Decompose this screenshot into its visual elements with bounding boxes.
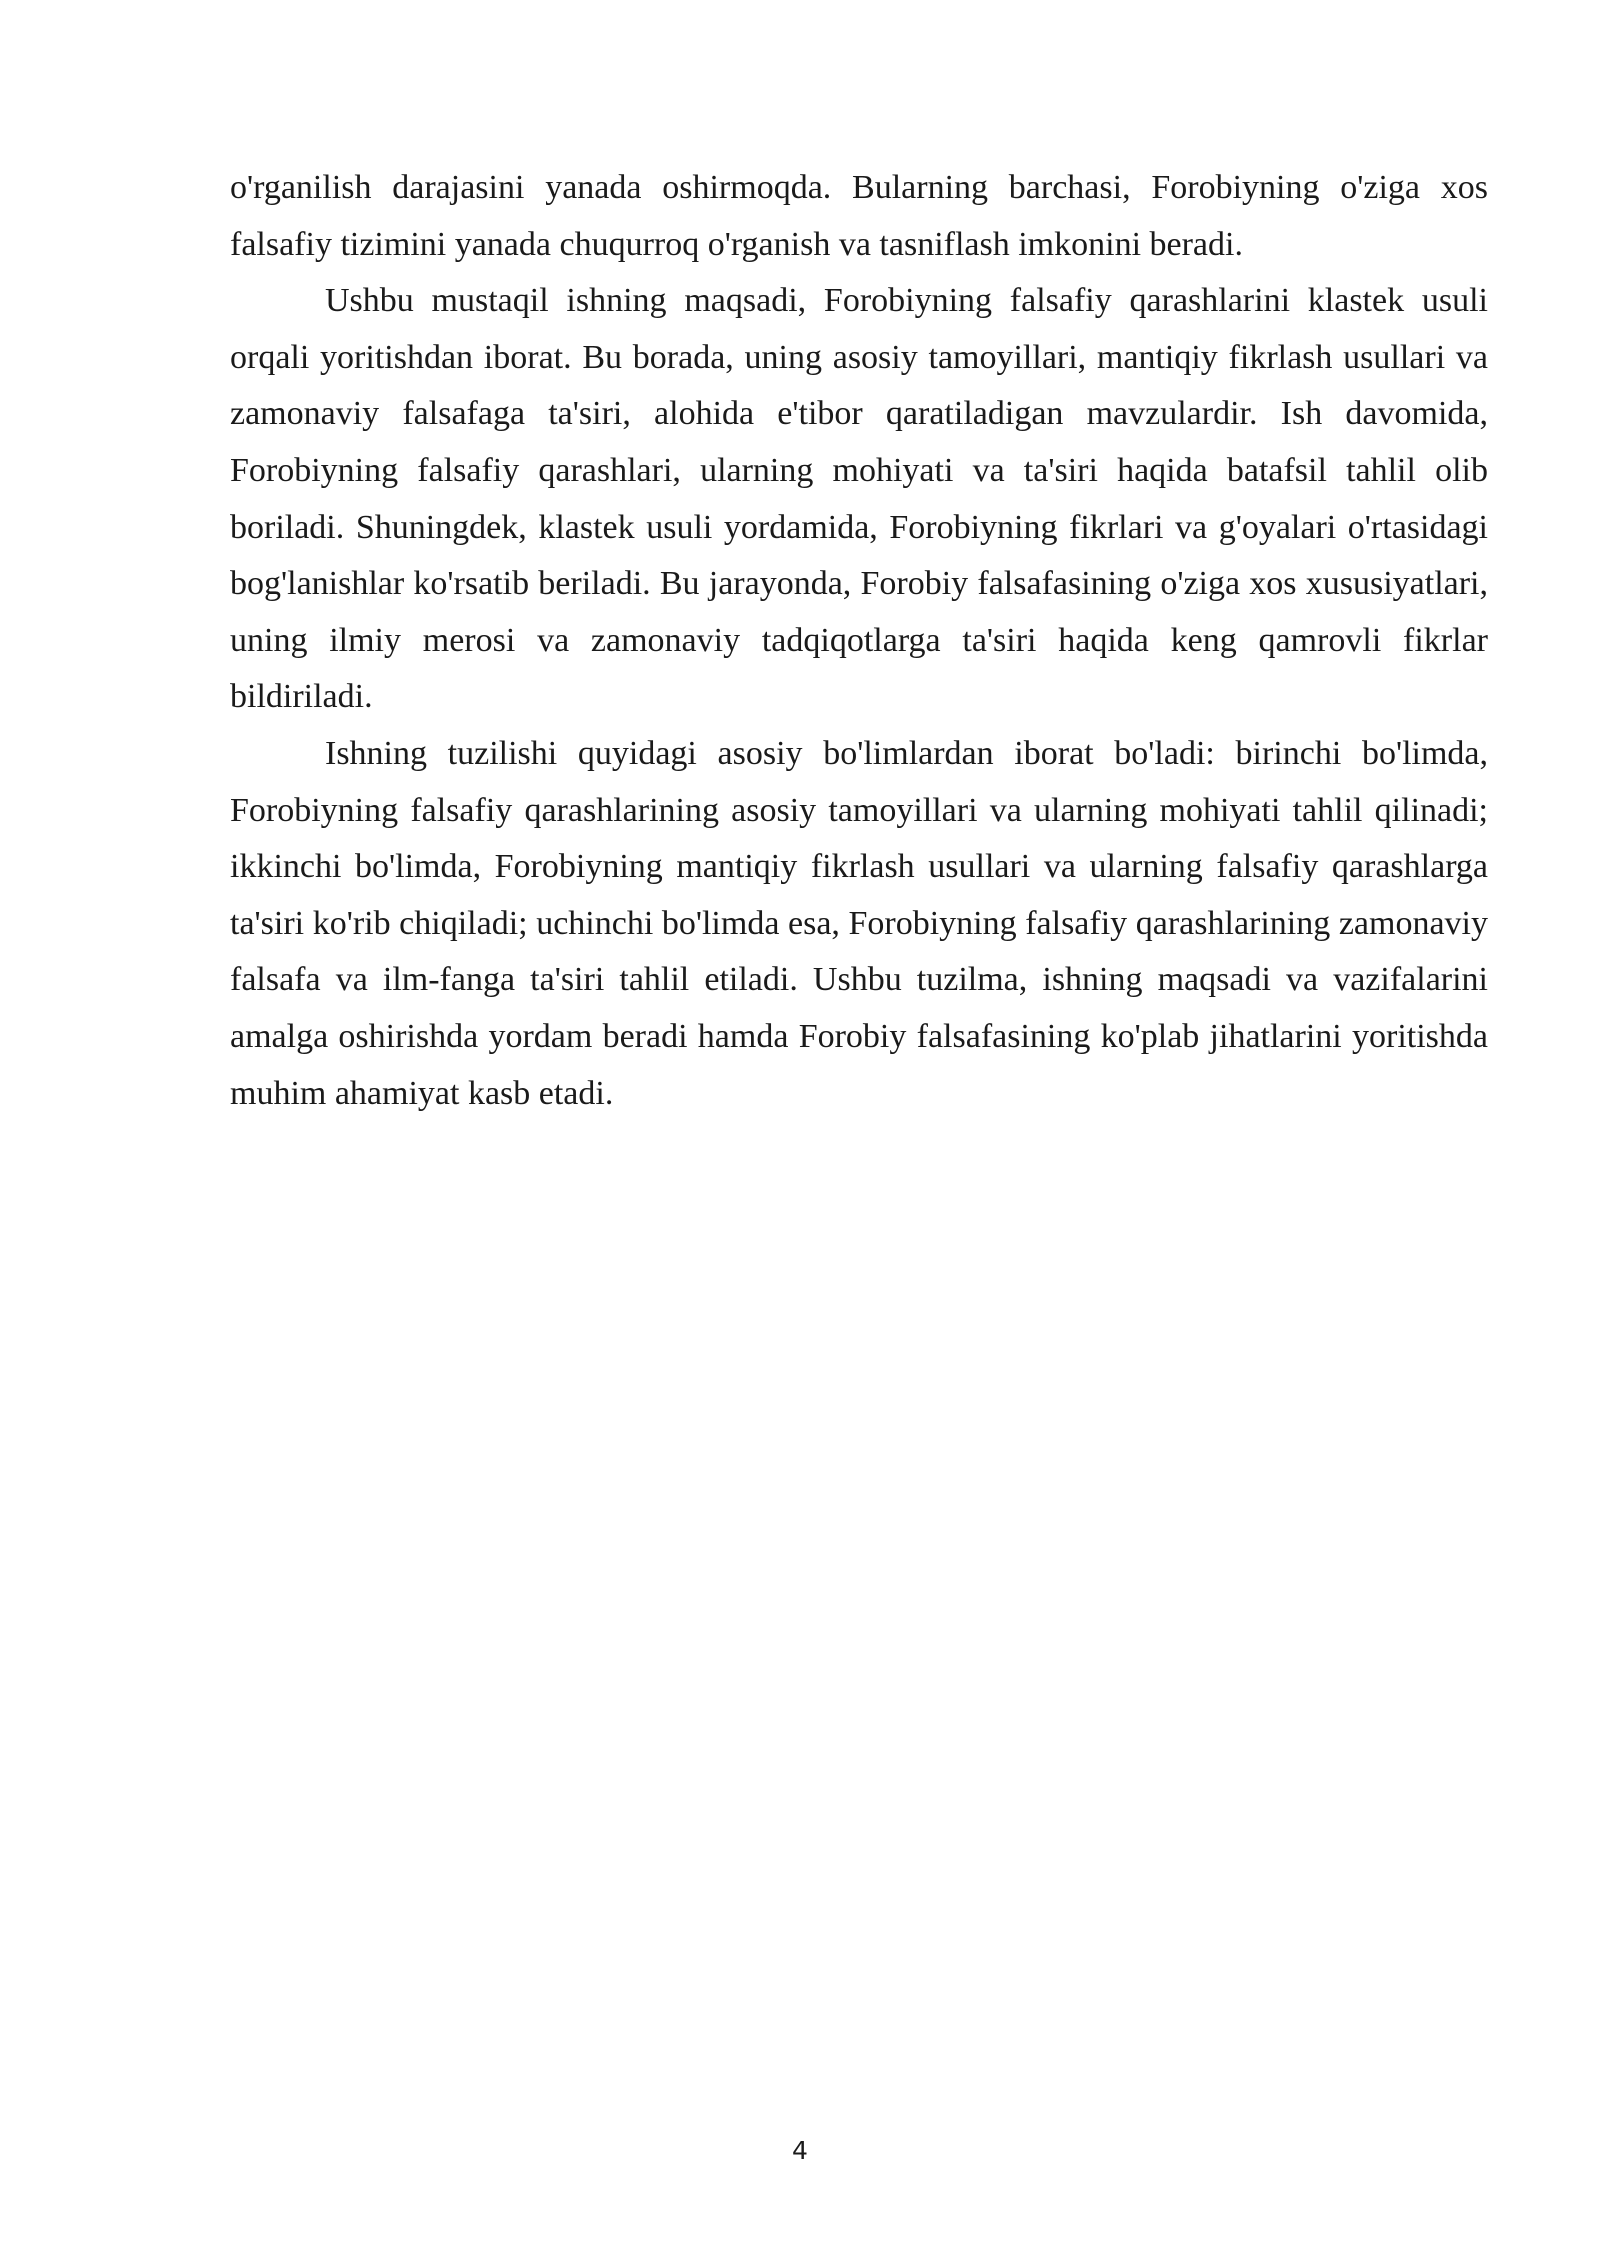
paragraph-continuation: o'rganilish darajasini yanada oshirmoqda. Bularning barchasi, Forobiyning o'ziga xos falsafiy tizimini yanada chuqurroq o'rganish va tasniflash imkonini beradi. (230, 169, 1488, 263)
body-text (230, 160, 1488, 1122)
paragraph-structure: Ishning tuzilishi quyidagi asosiy bo'limlardan iborat bo'ladi: birinchi bo'limda, Forobiyning falsafiy qarashlarining asosiy tamoyillari va ularning mohiyati tahlil qilinadi; ikkinchi bo'limda, Forobiyning mantiqiy fikrlash usullari va ularning falsafiy qarashlarga ta'siri ko'rib chiqiladi; uchinchi bo'limda esa, Forobiyning falsafiy qarashlarining zamonaviy falsafa va ilm-fanga ta'siri tahlil etiladi. Ushbu tuzilma, ishning maqsadi va vazifalarini amalga oshirishda yordam beradi hamda Forobiy falsafasining ko'plab jihatlarini yoritishda muhim ahamiyat kasb etadi. (230, 734, 1488, 1112)
page-number: 4 (792, 2136, 808, 2165)
paragraph-purpose: Ushbu mustaqil ishning maqsadi, Forobiyning falsafiy qarashlarini klastek usuli orqali yoritishdan iborat. Bu borada, uning asosiy tamoyillari, mantiqiy fikrlash usullari va zamonaviy falsafaga ta'siri, alohida e'tibor qaratiladigan mavzulardir. Ish davomida, Forobiyning falsafiy qarashlari, ularning mohiyati va ta'siri haqida batafsil tahlil olib boriladi. Shuningdek, klastek usuli yordamida, Forobiyning fikrlari va g'oyalari o'rtasidagi bog'lanishlar ko'rsatib beriladi. Bu jarayonda, Forobiy falsafasining o'ziga xos xususiyatlari, uning ilmiy merosi va zamonaviy tadqiqotlarga ta'siri haqida keng qamrovli fikrlar bildiriladi. (230, 282, 1488, 716)
